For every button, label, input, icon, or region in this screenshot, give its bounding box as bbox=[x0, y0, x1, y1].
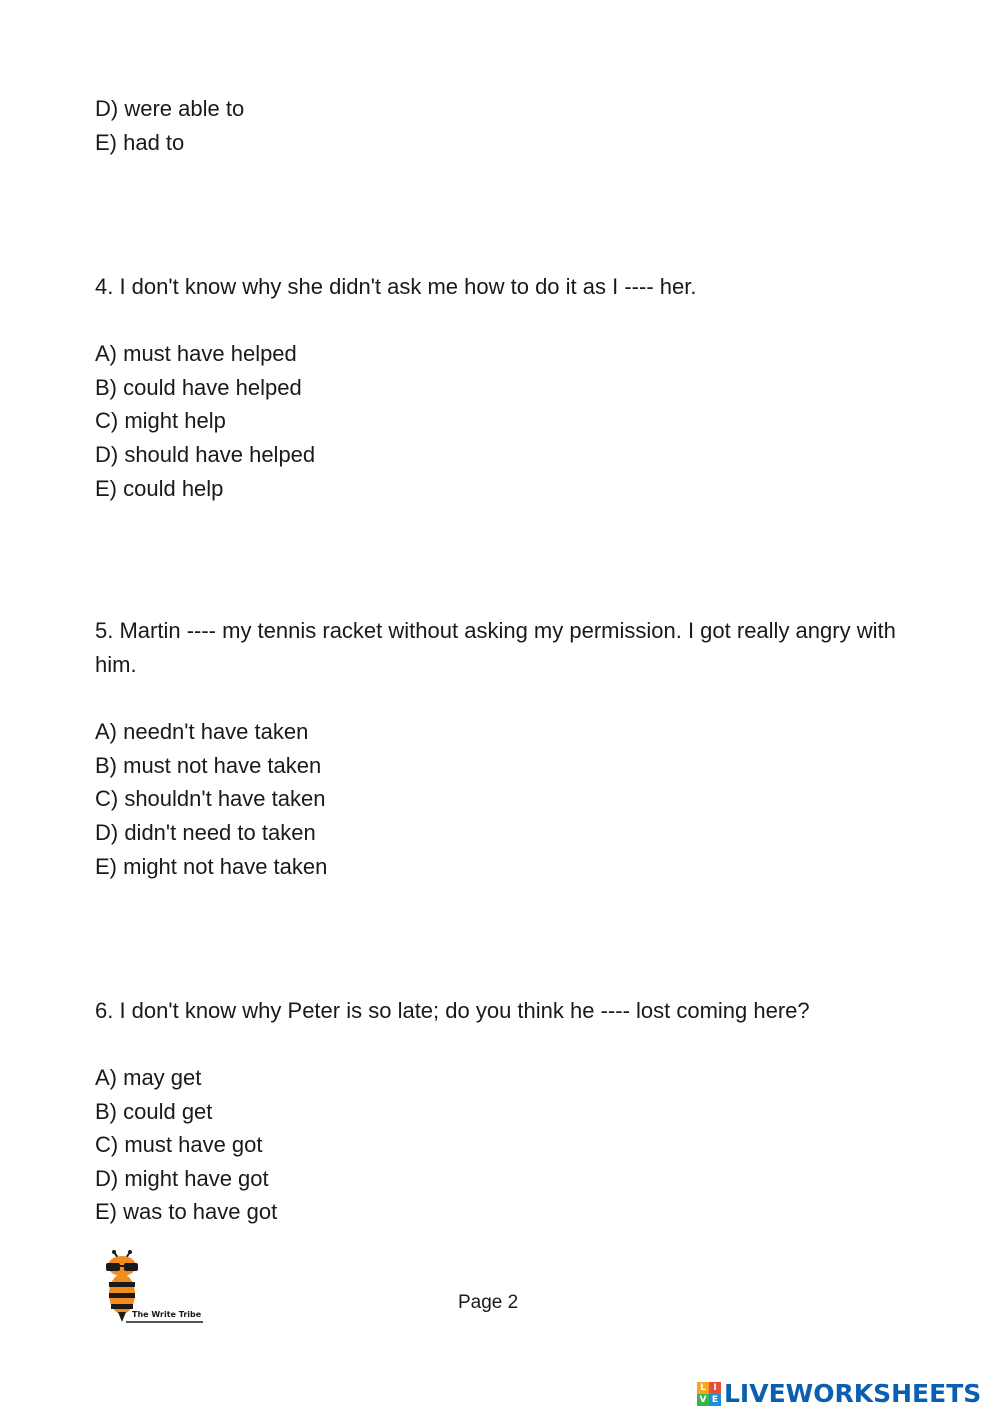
icon-letter-e: E bbox=[709, 1394, 721, 1406]
option-a-q4: A) must have helped bbox=[95, 341, 297, 366]
option-c-q4: C) might help bbox=[95, 408, 226, 433]
icon-letter-l: L bbox=[697, 1382, 709, 1394]
liveworksheets-wordmark: LIVEWORKSHEETS bbox=[724, 1379, 982, 1408]
write-tribe-logo bbox=[96, 1250, 208, 1326]
option-d-q6: D) might have got bbox=[95, 1166, 269, 1191]
question-5-text: 5. Martin ---- my tennis racket without asking my permission. I got really angry with him. bbox=[95, 618, 896, 677]
option-d-q5: D) didn't need to taken bbox=[95, 820, 316, 845]
option-a-q5: A) needn't have taken bbox=[95, 719, 309, 744]
question-6-text: 6. I don't know why Peter is so late; do you think he ---- lost coming here? bbox=[95, 998, 810, 1023]
page-number: Page 2 bbox=[458, 1292, 519, 1313]
option-b-q4: B) could have helped bbox=[95, 375, 302, 400]
option-b-q6: B) could get bbox=[95, 1099, 213, 1124]
option-e-q5: E) might not have taken bbox=[95, 854, 328, 879]
liveworksheets-brand[interactable] bbox=[697, 1377, 981, 1411]
liveworksheets-logo-icon bbox=[697, 1382, 721, 1406]
option-b-q5: B) must not have taken bbox=[95, 753, 322, 778]
option-a-q6: A) may get bbox=[95, 1065, 202, 1090]
option-c-q5: C) shouldn't have taken bbox=[95, 786, 326, 811]
icon-letter-v: V bbox=[697, 1394, 709, 1406]
option-c-q6: C) must have got bbox=[95, 1132, 263, 1157]
option-e-q3: E) had to bbox=[95, 130, 185, 155]
question-4-text: 4. I don't know why she didn't ask me how to do it as I ---- her. bbox=[95, 274, 697, 299]
option-d-q3: D) were able to bbox=[95, 96, 245, 121]
option-d-q4: D) should have helped bbox=[95, 442, 316, 467]
option-e-q4: E) could help bbox=[95, 476, 224, 501]
logo-text: The Write Tribe bbox=[132, 1310, 202, 1319]
option-e-q6: E) was to have got bbox=[95, 1199, 278, 1224]
icon-letter-i: I bbox=[709, 1382, 721, 1394]
